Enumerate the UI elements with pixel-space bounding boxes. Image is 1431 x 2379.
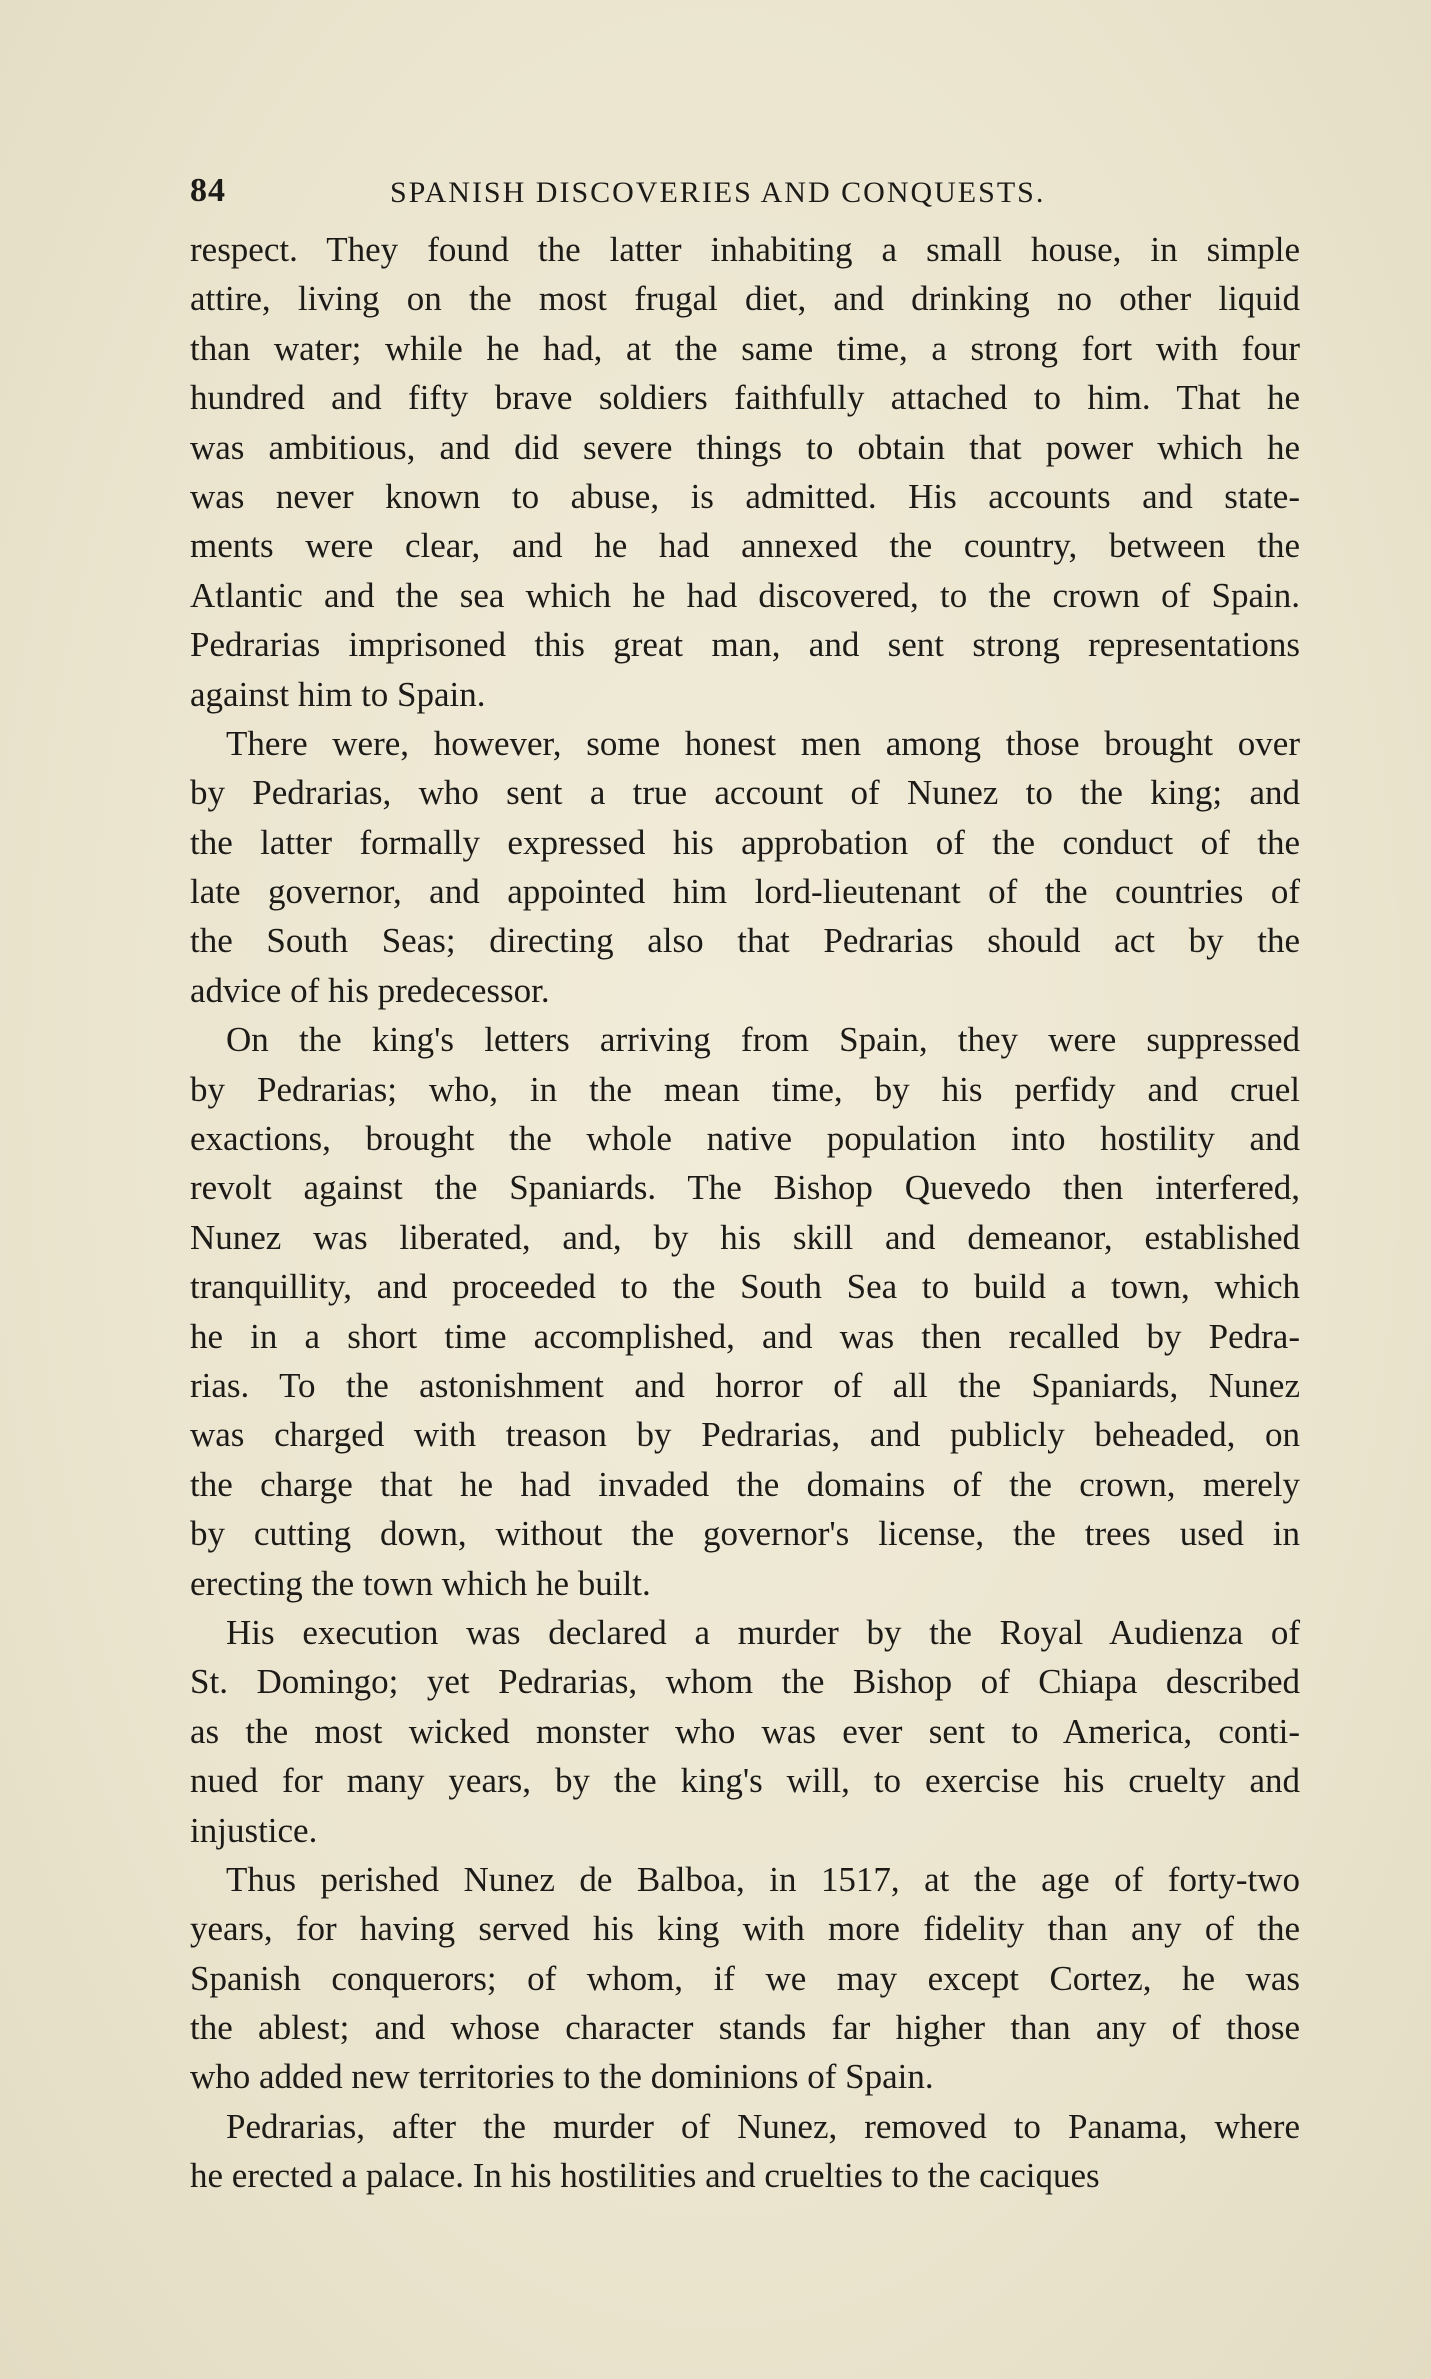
paragraph: [190, 1608, 1300, 1855]
paragraph: [190, 2102, 1300, 2201]
text-line: hundred and fifty brave soldiers faithfully attached to him. That he: [190, 378, 1300, 418]
text-line: advice of his predecessor.: [190, 970, 550, 1010]
text-line: Atlantic and the sea which he had discovered, to the crown of Spain.: [190, 575, 1300, 615]
paragraph: [190, 719, 1300, 1015]
text-line: revolt against the Spaniards. The Bishop Quevedo then interfered,: [190, 1168, 1300, 1208]
text-line: nued for many years, by the king's will, to exercise his cruelty and: [190, 1761, 1300, 1801]
text-line: exactions, brought the whole native population into hostility and: [190, 1119, 1300, 1159]
text-line: by Pedrarias; who, in the mean time, by his perfidy and cruel: [190, 1069, 1300, 1109]
text-line: was charged with treason by Pedrarias, and publicly beheaded, on: [190, 1415, 1300, 1455]
paragraph: [190, 1015, 1300, 1608]
running-head: SPANISH DISCOVERIES AND CONQUESTS.: [390, 176, 1046, 209]
paragraph: [190, 1855, 1300, 2102]
text-line: years, for having served his king with more fidelity than any of the: [190, 1909, 1300, 1949]
text-line: the charge that he had invaded the domains of the crown, merely: [190, 1464, 1300, 1504]
text-line: rias. To the astonishment and horror of all the Spaniards, Nunez: [190, 1365, 1300, 1405]
page-number: 84: [190, 172, 226, 209]
text-line: Spanish conquerors; of whom, if we may except Cortez, he was: [190, 1958, 1300, 1998]
text-line: Pedrarias, after the murder of Nunez, removed to Panama, where: [226, 2106, 1300, 2146]
paragraph: [190, 225, 1300, 719]
text-line: he in a short time accomplished, and was then recalled by Pedra-: [190, 1316, 1300, 1356]
text-line: erecting the town which he built.: [190, 1563, 651, 1603]
text-line: the ablest; and whose character stands far higher than any of those: [190, 2008, 1300, 2048]
text-line: ments were clear, and he had annexed the country, between the: [190, 526, 1300, 566]
text-line: he erected a palace. In his hostilities and cruelties to the caciques: [190, 2156, 1100, 2196]
text-line: Thus perished Nunez de Balboa, in 1517, at the age of forty-two: [226, 1859, 1300, 1899]
body-text: [190, 225, 1300, 2201]
text-line: who added new territories to the dominions of Spain.: [190, 2057, 934, 2097]
text-line: by cutting down, without the governor's license, the trees used in: [190, 1514, 1300, 1554]
page-header: [190, 168, 1330, 218]
text-line: against him to Spain.: [190, 674, 486, 714]
text-line: the South Seas; directing also that Pedrarias should act by the: [190, 921, 1300, 961]
text-line: was ambitious, and did severe things to obtain that power which he: [190, 427, 1300, 467]
text-line: injustice.: [190, 1810, 318, 1850]
text-line: attire, living on the most frugal diet, and drinking no other liquid: [190, 279, 1300, 319]
text-line: tranquillity, and proceeded to the South Sea to build a town, which: [190, 1267, 1300, 1307]
text-line: Nunez was liberated, and, by his skill and demeanor, established: [190, 1217, 1300, 1257]
text-line: There were, however, some honest men among those brought over: [226, 723, 1300, 763]
text-line: the latter formally expressed his approbation of the conduct of the: [190, 822, 1300, 862]
text-line: by Pedrarias, who sent a true account of Nunez to the king; and: [190, 773, 1300, 813]
text-line: respect. They found the latter inhabiting a small house, in simple: [190, 230, 1300, 269]
text-line: as the most wicked monster who was ever sent to America, conti-: [190, 1711, 1300, 1751]
text-line: Pedrarias imprisoned this great man, and sent strong representations: [190, 625, 1300, 665]
text-line: His execution was declared a murder by the Royal Audienza of: [226, 1612, 1300, 1652]
text-line: than water; while he had, at the same time, a strong fort with four: [190, 328, 1300, 368]
text-line: St. Domingo; yet Pedrarias, whom the Bishop of Chiapa described: [190, 1662, 1300, 1702]
text-line: late governor, and appointed him lord-lieutenant of the countries of: [190, 872, 1300, 912]
text-line: was never known to abuse, is admitted. His accounts and state-: [190, 476, 1300, 516]
text-line: On the king's letters arriving from Spain, they were suppressed: [226, 1020, 1300, 1060]
